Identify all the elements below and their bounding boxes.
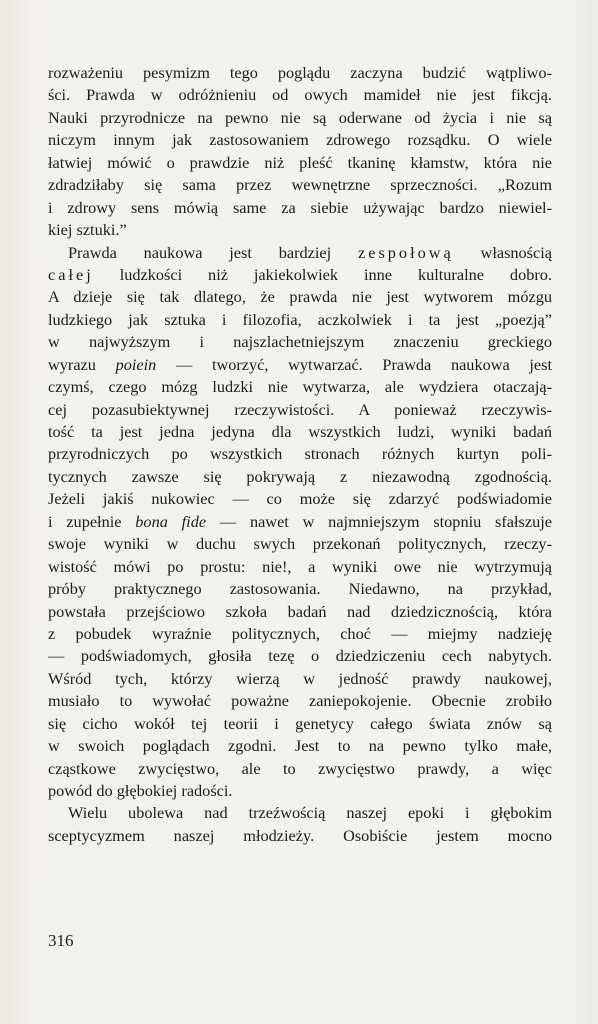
text-line <box>48 152 552 174</box>
text-line <box>48 690 552 712</box>
text-run: — podświadomych, głosiła tezę o dziedziczeniu cech nabytych. <box>48 646 552 666</box>
text-line <box>48 578 552 600</box>
text-run: czymś, czego mózg ludzki nie wytwarza, ale wydziera otaczają- <box>48 377 552 397</box>
text-run: i zupełnie <box>48 511 136 531</box>
text-line <box>48 129 552 151</box>
text-line <box>48 825 552 847</box>
text-run: powstała przejściowo szkoła badań nad dziedzicznością, która <box>48 601 552 621</box>
text-line <box>48 758 552 780</box>
text-line <box>48 533 552 555</box>
text-run: się cicho wokół tej teorii i genetycy całego świata znów są <box>48 713 552 733</box>
text-run: powód do głębokiej radości. <box>48 781 233 800</box>
text-run: wistość mówi po prostu: nie!, a wyniki owe nie wytrzymują <box>48 556 552 576</box>
text-line <box>48 264 552 286</box>
text-line <box>48 601 552 623</box>
text-line <box>48 62 552 84</box>
text-line <box>48 309 552 331</box>
text-line <box>48 331 552 353</box>
text-run: A dzieje się tak dlatego, że prawda nie jest wytworem mózgu <box>48 287 552 307</box>
text-line <box>48 556 552 578</box>
spaced-emphasis: całej <box>48 264 94 284</box>
text-run: cej pozasubiektywnej rzeczywistości. A ponieważ rzeczywis- <box>48 399 552 419</box>
spaced-emphasis: zespołową <box>358 242 454 262</box>
text-run: Wielu ubolewa nad trzeźwością naszej epoki i głębokim <box>68 803 552 823</box>
text-line <box>48 421 552 443</box>
text-run: niczym innym jak zastosowaniem zdrowego rozsądku. O wiele <box>48 130 552 150</box>
text-line <box>48 735 552 757</box>
text-line <box>48 488 552 510</box>
text-line <box>48 399 552 421</box>
text-line <box>48 623 552 645</box>
text-line <box>48 668 552 690</box>
text-line <box>48 107 552 129</box>
text-run: rozważeniu pesymizm tego poglądu zaczyna budzić wątpliwo- <box>48 63 552 82</box>
text-line <box>48 376 552 398</box>
text-run: ludzkości niż jakiekolwiek inne kulturalne dobro. <box>93 264 552 284</box>
text-run: próby praktycznego zastosowania. Niedawno, na przykład, <box>48 579 552 599</box>
text-line <box>48 780 552 802</box>
text-line <box>48 242 552 264</box>
text-line <box>48 197 552 219</box>
text-run: łatwiej mówić o prawdzie niż pleść tkaninę kłamstw, która nie <box>48 152 552 172</box>
text-run: zdradziłaby się sama przez wewnętrzne sprzeczności. „Rozum <box>48 175 552 195</box>
text-run: sceptycyzmem naszej młodzieży. Osobiście jestem mocno <box>48 825 552 845</box>
text-line <box>48 645 552 667</box>
italic-text: bona fide <box>135 511 207 531</box>
text-line <box>48 354 552 376</box>
text-run: przyrodniczych po wszystkich stronach różnych kurtyn poli- <box>48 444 552 464</box>
text-line <box>48 174 552 196</box>
text-run: — tworzyć, wytwarzać. Prawda naukowa jest <box>156 354 553 374</box>
text-line <box>48 84 552 106</box>
text-line <box>48 286 552 308</box>
text-run: swoje wyniki w duchu swych przekonań politycznych, rzeczy- <box>48 534 552 554</box>
text-line <box>48 443 552 465</box>
text-run: w najwyższym i najszlachetniejszym znaczeniu greckiego <box>48 332 552 352</box>
text-run: tycznych zawsze się pokrywają z niezawodną zgodnością. <box>48 466 552 486</box>
text-run: — nawet w najmniejszym stopniu sfałszuje <box>206 511 553 531</box>
text-line <box>48 802 552 824</box>
text-run: własnością <box>453 242 552 262</box>
text-line <box>48 713 552 735</box>
italic-text: poiein <box>115 354 157 374</box>
text-run: wyrazu <box>48 354 116 374</box>
text-run: Nauki przyrodnicze na pewno nie są oderwane od życia i nie są <box>48 107 552 127</box>
text-run: tość ta jest jedna jedyna dla wszystkich ludzi, wyniki badań <box>48 422 552 441</box>
text-run: w swoich poglądach zgodni. Jest to na pewno tylko małe, <box>48 736 552 756</box>
body-text <box>48 62 552 847</box>
text-run: Jeżeli jakiś nukowiec — co może się zdarzyć podświadomie <box>48 489 552 509</box>
text-line <box>48 466 552 488</box>
text-run: Prawda naukowa jest bardziej <box>68 242 358 262</box>
text-run: Wśród tych, którzy wierzą w jedność prawdy naukowej, <box>48 668 552 688</box>
page-number: 316 <box>48 931 74 950</box>
text-run: cząstkowe zwycięstwo, ale to zwycięstwo prawdy, a więc <box>48 758 552 778</box>
text-run: z pobudek wyraźnie politycznych, choć — miejmy nadzieję <box>48 623 552 643</box>
text-run: kiej sztuki.” <box>48 220 127 240</box>
text-run: ści. Prawda w odróżnieniu od owych mamideł nie jest fikcją. <box>48 85 552 105</box>
text-line <box>48 511 552 533</box>
text-line <box>48 219 552 241</box>
text-run: ludzkiego jak sztuka i filozofia, aczkolwiek i ta jest „poezją” <box>48 309 552 329</box>
text-run: musiało to wywołać poważne zaniepokojenie. Obecnie zrobiło <box>48 691 552 711</box>
text-run: i zdrowy sens mówią same za siebie używając bardzo niewiel- <box>48 197 552 217</box>
